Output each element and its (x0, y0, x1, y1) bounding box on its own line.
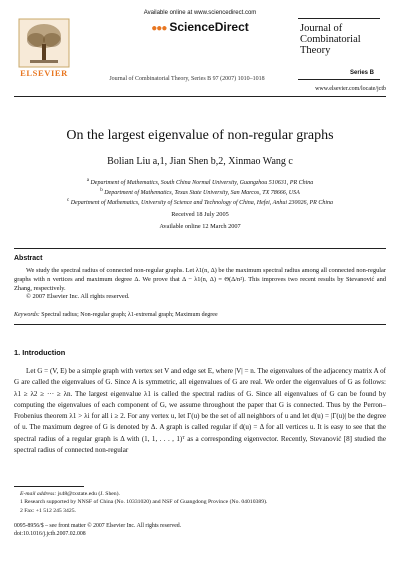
email-label: E-mail address: (20, 491, 57, 497)
journal-citation: Journal of Combinatorial Theory, Series B 97 (2007) 1010–1018 (109, 76, 265, 82)
article-authors: Bolian Liu a,1, Jian Shen b,2, Xinmao Wang c (107, 156, 293, 167)
affiliation-item: $^b$ Department of Mathematics, Texas State University, San Marcos, TX 78666, USA (100, 188, 300, 197)
abstract-copyright: © 2007 Elsevier Inc. All rights reserved. (26, 293, 130, 300)
abstract-top-rule (14, 248, 386, 249)
keywords (14, 312, 386, 318)
publisher-name: ELSEVIER (20, 68, 68, 78)
journal-title (300, 23, 361, 56)
elsevier-tree-logo (18, 18, 70, 68)
sciencedirect-wordmark: ScienceDirect (169, 20, 249, 34)
journal-title-line: Journal of (300, 23, 343, 34)
section-heading: 1. Introduction (14, 348, 66, 357)
received-date: Received 18 July 2005 (171, 211, 229, 218)
journal-title-box (298, 18, 380, 80)
available-online-note: Available online at www.sciencedirect.com (143, 10, 257, 16)
section-paragraph: Let G = (V, E) be a simple graph with vertex set V and edge set E, where |V| = n. The eigenvalues of the adjacency matrix A of G are called the eigenvalues of G. Since A is symmetric, all eigenvalues of G are real. We order the eigenvalues of G as follows: λ1 ≥ λ2 ≥ ··· ≥ λn. The largest eigenvalue λ1 is called the spectral radius of G. Since all eigenvalues of G can be found by computing the eigenvalues of each component of G, we assume throughout the paper that G is connected. Thus by the Perron–Frobenius theorem λ1 > λi for all i ≥ 2. For any vertex u, let Γ(u) be the set of all neighbors of u and let d(u) = |Γ(u)| be the degree of u. The maximum degree of G is denoted by Δ. A graph is called regular if d(u) = Δ for all vertices u. It is easy to see that the spectral radius of a regular graph is Δ with (1, 1, . . . , 1)ᵀ as a corresponding eigenvector. Recently, Stevanović [8] studied the spectral radius of connected non-regular (14, 367, 386, 455)
sciencedirect-dots-icon: ●●● (151, 23, 167, 34)
journal-title-line: Combinatorial (300, 34, 361, 45)
journal-url-link[interactable]: www.elsevier.com/locate/jctb (315, 86, 386, 92)
affiliation-item: $^a$ Department of Mathematics, South China Normal University, Guangzhou 510631, PR China (86, 178, 314, 186)
abstract-bottom-rule (14, 324, 386, 325)
footnote-1: 1 Research supported by NNSF of China (No. 10331020) and NSF of Guangdong Province (No. 04010389). (20, 499, 268, 506)
affiliation-item: $^c$ Department of Mathematics, University of Science and Technology of China, Hefei, Anhui 230026, PR China (66, 198, 334, 207)
doi-link[interactable]: doi:10.1016/j.jctb.2007.02.008 (14, 531, 86, 538)
abstract-heading: Abstract (14, 255, 43, 262)
available-online-date: Available online 12 March 2007 (159, 222, 241, 230)
abstract-text: We study the spectral radius of connected non-regular graphs. Let λ1(n, Δ) be the maximum spectral radius among all connected non-regular graphs with n vertices and maximum degree Δ. We prove that Δ − λ1(n, Δ) = Θ(Δ/n²). This improves two recent results by Stevanović and Zhang, respectively. (14, 267, 386, 292)
journal-series: Series B (349, 70, 374, 76)
footnote-2: 2 Fax: +1 512 245 3425. (20, 507, 76, 514)
front-matter (14, 522, 386, 539)
footnote-rule (14, 486, 84, 487)
journal-title-line: Theory (300, 45, 331, 56)
keywords-label: Keywords: (14, 312, 40, 318)
email-footnote (14, 490, 386, 498)
header-divider (14, 96, 386, 97)
keywords-list: Spectral radius; Non-regular graph; λ1-extremal graph; Maximum degree (41, 312, 218, 318)
footnotes (14, 490, 386, 515)
article-dates (14, 209, 386, 232)
article-title: On the largest eigenvalue of non-regular graphs (66, 128, 334, 143)
affiliations (14, 177, 386, 208)
email-address-link[interactable]: js48@txstate.edu (J. Shen). (57, 491, 120, 497)
issn-line: 0095-8956/$ – see front matter © 2007 Elsevier Inc. All rights reserved. (14, 523, 182, 529)
sciencedirect-brand (110, 20, 290, 34)
